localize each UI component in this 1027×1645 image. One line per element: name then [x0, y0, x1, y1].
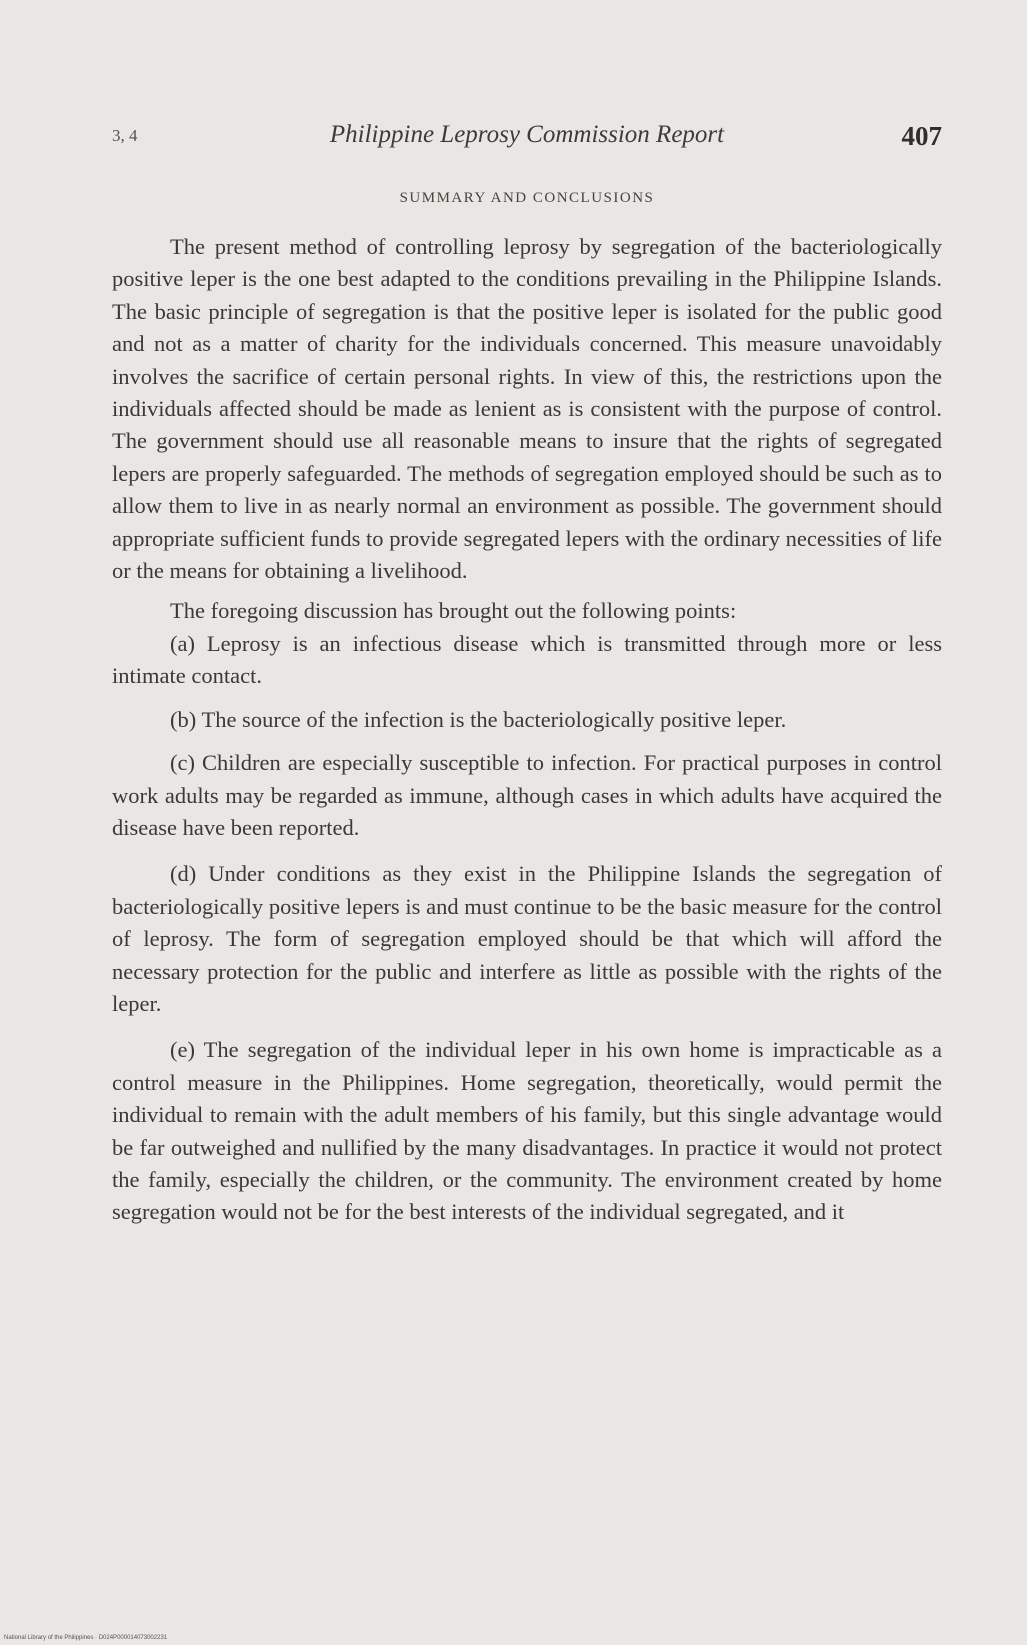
- page-number: 407: [901, 121, 942, 151]
- running-title: Philippine Leprosy Commission Report: [329, 121, 725, 148]
- archive-stamp: National Library of the Philippines · D024P000014073002231: [4, 1635, 168, 1641]
- paragraph-points-lead: The foregoing discussion has brought out the following points:: [170, 598, 737, 624]
- paragraph-point-a: (a) Leprosy is an infectious disease which is transmitted through more or less intimate contact.: [112, 630, 942, 689]
- section-heading: SUMMARY AND CONCLUSIONS: [399, 190, 655, 206]
- body-text: [112, 231, 942, 1229]
- paragraph-point-d: (d) Under conditions as they exist in the Philippine Islands the segregation of bacteriologically positive lepers is and must continue to be the basic measure for the control of leprosy. The form of segregation employed should be that which will afford the necessary protection for the public and interfere as little as possible with the rights of the leper.: [112, 861, 942, 1016]
- paragraph-intro: The present method of controlling leprosy by segregation of the bacteriologically positive leper is the one best adapted to the conditions prevailing in the Philippine Islands. The basic principle of segregation is that the positive leper is isolated for the public good and not as a matter of charity for the individuals concerned. This measure unavoidably involves the sacrifice of certain personal rights. In view of this, the restrictions upon the individuals affected should be made as lenient as is consistent with the purpose of control. The government should use all reasonable means to insure that the rights of segregated lepers are properly safeguarded. The methods of segregation employed should be such as to allow them to live in as nearly normal an environment as possible. The government should appropriate sufficient funds to provide segregated lepers with the ordinary necessities of life or the means for obtaining a livelihood.: [112, 234, 942, 584]
- running-header: [112, 118, 942, 162]
- volume-number: 3, 4: [112, 126, 138, 145]
- paragraph-point-b: (b) The source of the infection is the bacteriologically positive leper.: [170, 706, 787, 732]
- paragraph-point-c: (c) Children are especially susceptible to infection. For practical purposes in control work adults may be regarded as immune, although cases in which adults have acquired the disease have been reported.: [112, 750, 942, 840]
- paragraph-point-e: (e) The segregation of the individual leper in his own home is impracticable as a control measure in the Philippines. Home segregation, theoretically, would permit the individual to remain with the adult members of his family, but this single advantage would be far outweighed and nullified by the many disadvantages. In practice it would not protect the family, especially the children, or the community. The environment created by home segregation would not be for the best interests of the individual segregated, and it: [112, 1037, 942, 1225]
